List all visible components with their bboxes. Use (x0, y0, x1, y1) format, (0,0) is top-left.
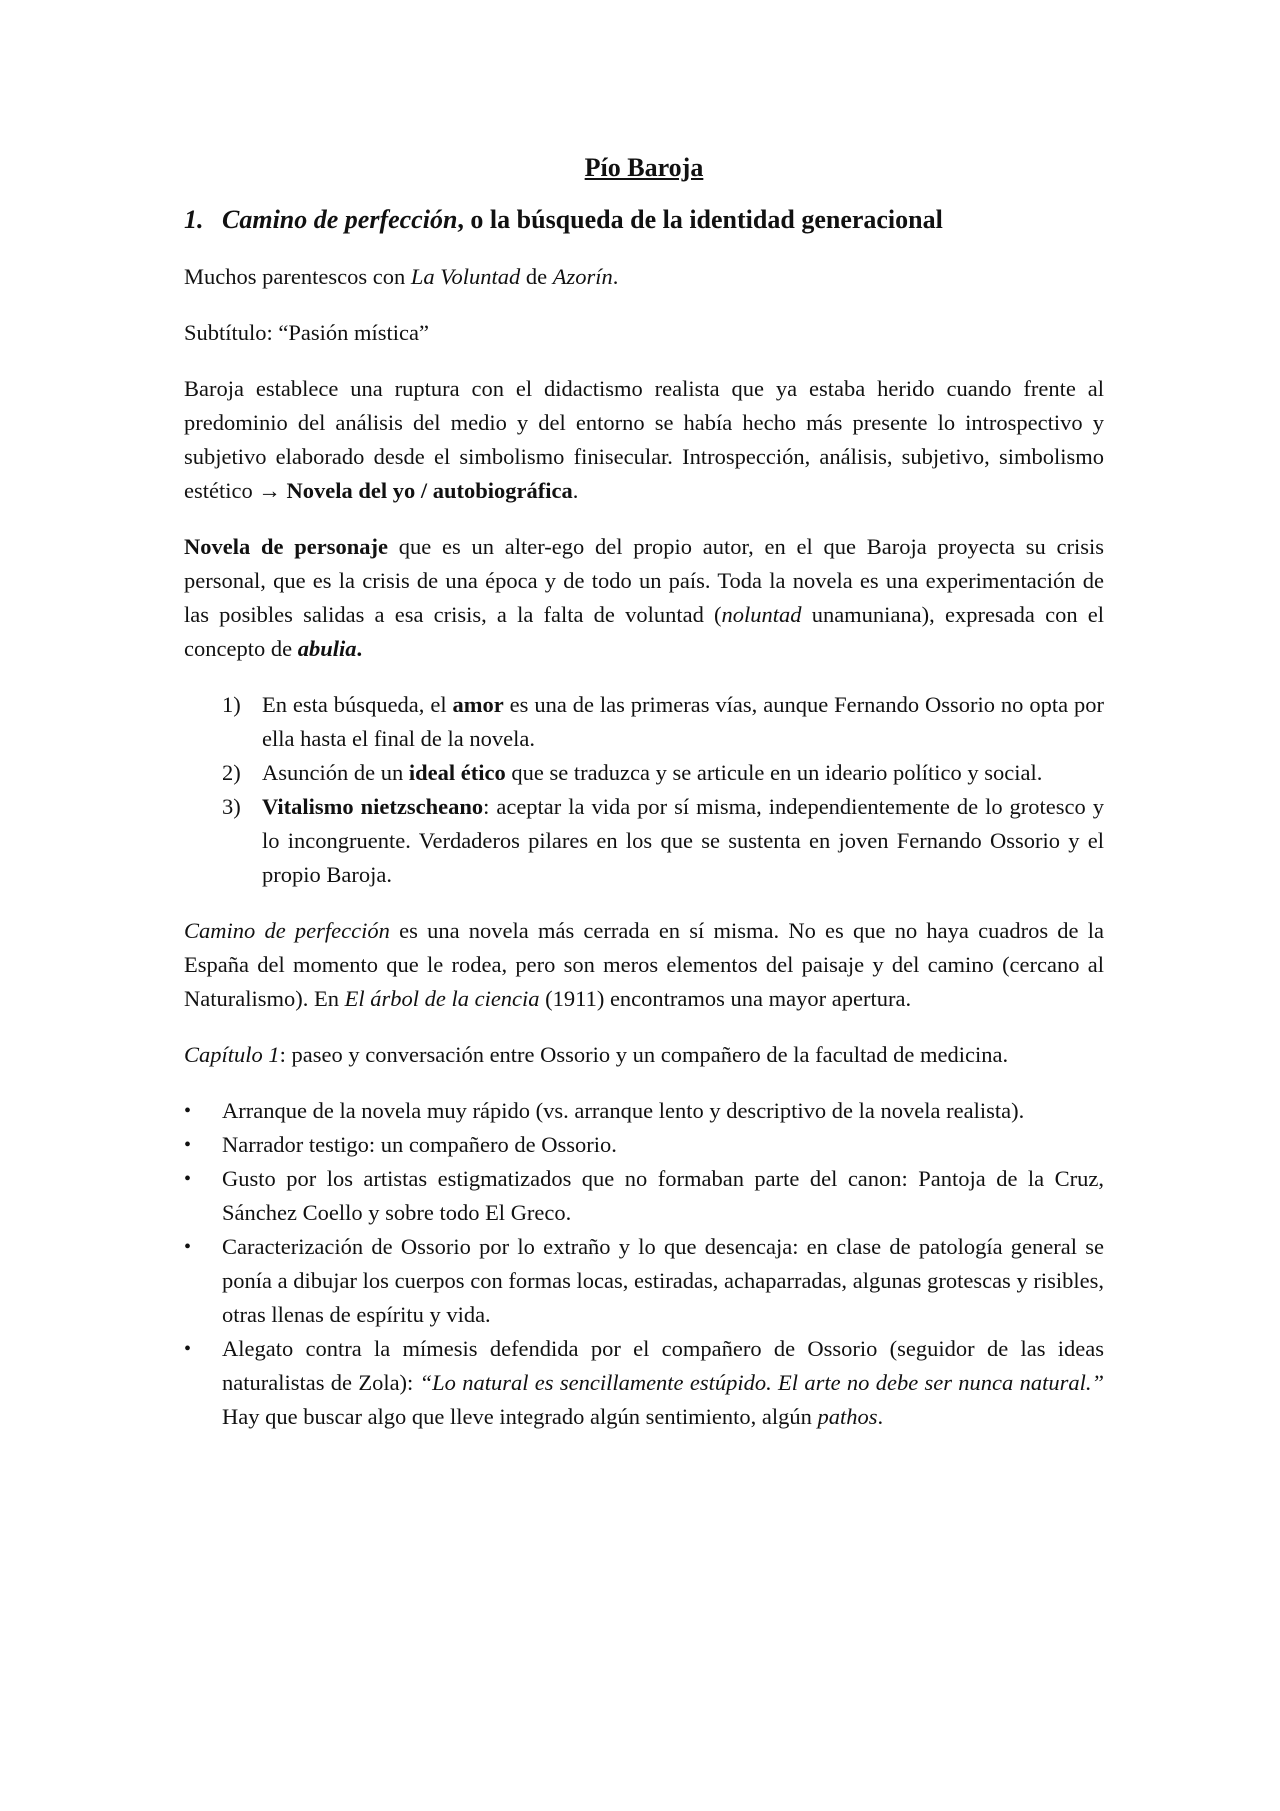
text-run: Alegato contra la mímesis defendida por el compañero de Ossorio (seguidor de las ideas naturalistas de Zola): (222, 1336, 1104, 1395)
text-run: Hay que buscar algo que lleve integrado algún sentimiento, algún (222, 1404, 818, 1429)
text-run-bold: ideal ético (408, 760, 506, 785)
text-run: Asunción de un (262, 760, 409, 785)
quote-italic: “Lo natural es sencillamente estúpido. El arte no debe ser nunca natural.” (419, 1370, 1104, 1395)
text-run-italic: El árbol de la ciencia (344, 986, 540, 1011)
list-item (184, 1230, 1104, 1332)
text-run: En esta búsqueda, el (262, 692, 453, 717)
list-item (184, 1128, 1104, 1162)
page-title: Pío Baroja (584, 153, 704, 182)
text-run: es una de las primeras vías, aunque Fernando Ossorio no opta por ella hasta el final de la novela. (262, 692, 1104, 751)
list-item (184, 790, 1104, 892)
paragraph-capitulo (184, 1038, 1104, 1072)
text-run: Arranque de la novela muy rápido (vs. arranque lento y descriptivo de la novela realista). (222, 1098, 1025, 1123)
list-item (184, 1332, 1104, 1434)
text-run-bold: Novela de personaje (184, 534, 388, 559)
arrow-icon: → (258, 478, 281, 503)
text-run: Baroja establece una ruptura con el didactismo realista que ya estaba herido cuando frente al predominio del análisis del medio y del entorno se había hecho más presente lo introspectivo y subjetivo elaborado desde el simbolismo finisecular. Introspección, análisis, subjetivo, simbolismo estético (184, 376, 1104, 503)
text-run: . (612, 264, 619, 289)
paragraph-camino (184, 914, 1104, 1016)
text-run-italic: Camino de perfección (184, 918, 390, 943)
bullet-icon: • (184, 1168, 192, 1190)
text-run: que se traduzca y se articule en un ideario político y social. (505, 760, 1043, 785)
text-run: : paseo y conversación entre Ossorio y un compañero de la facultad de medicina. (279, 1042, 1009, 1067)
list-item (184, 1094, 1104, 1128)
text-run: . (877, 1404, 884, 1429)
section-number: 1. (184, 205, 204, 234)
list-marker: 1) (222, 692, 241, 717)
text-run: Muchos parentescos con (184, 264, 411, 289)
text-run: . (572, 478, 579, 503)
bullet-icon: • (184, 1134, 192, 1156)
bullet-icon: • (184, 1236, 192, 1258)
section-heading (184, 202, 1104, 238)
text-run-italic: noluntad (721, 602, 802, 627)
paragraph-parentescos (184, 260, 1104, 294)
text-run: es una novela más cerrada en sí misma. No es que no haya cuadros de la España del momento que le rodea, pero son meros elementos del paisaje y del camino (cercano al Naturalismo). En (184, 918, 1104, 1011)
paragraph-ruptura (184, 372, 1104, 508)
paragraph-personaje (184, 530, 1104, 666)
text-run-bold: Novela del yo / autobiográfica (280, 478, 573, 503)
text-run-italic: Capítulo 1 (184, 1042, 280, 1067)
text-run: de (520, 264, 553, 289)
list-item (184, 688, 1104, 756)
bullet-icon: • (184, 1338, 192, 1360)
text-run: (1911) encontramos una mayor apertura. (539, 986, 912, 1011)
text-run: Caracterización de Ossorio por lo extraño y lo que desencaja: en clase de patología general se ponía a dibujar los cuerpos con formas locas, estiradas, achaparradas, algunas grotescas y risibles, otras llenas de espíritu y vida. (222, 1234, 1104, 1327)
section-title-italic: Camino de perfección (222, 205, 458, 234)
text-run: . (356, 636, 363, 661)
bullet-icon: • (184, 1100, 192, 1122)
paragraph-subtitulo: Subtítulo: “Pasión mística” (184, 320, 429, 345)
text-run-bold: amor (452, 692, 504, 717)
text-run: unamuniana), expresada con el concepto de (184, 602, 1104, 661)
list-marker: 2) (222, 760, 241, 785)
text-run-italic: Azorín (552, 264, 613, 289)
text-run: Gusto por los artistas estigmatizados que no formaban parte del canon: Pantoja de la Cruz, Sánchez Coello y sobre todo El Greco. (222, 1166, 1104, 1225)
text-run-bold: Vitalismo nietzscheano (262, 794, 484, 819)
text-run: : aceptar la vida por sí misma, independientemente de lo grotesco y lo incongruente. Verdaderos pilares en los que se sustenta en joven Fernando Ossorio y el propio Baroja. (262, 794, 1104, 887)
text-run-bold-italic: abulia (297, 636, 357, 661)
text-run-italic: La Voluntad (410, 264, 521, 289)
list-item (184, 1162, 1104, 1230)
text-run: que es un alter-ego del propio autor, en el que Baroja proyecta su crisis personal, que es la crisis de una época y de todo un país. Toda la novela es una experimentación de las posibles salidas a esa crisis, a la falta de voluntad ( (184, 534, 1104, 627)
text-run: Narrador testigo: un compañero de Ossorio. (222, 1132, 617, 1157)
list-item (184, 756, 1104, 790)
text-run-italic: pathos (817, 1404, 878, 1429)
section-title-rest: , o la búsqueda de la identidad generacional (457, 205, 943, 234)
numbered-list (184, 688, 1104, 892)
bullet-list (184, 1094, 1104, 1434)
list-marker: 3) (222, 794, 241, 819)
